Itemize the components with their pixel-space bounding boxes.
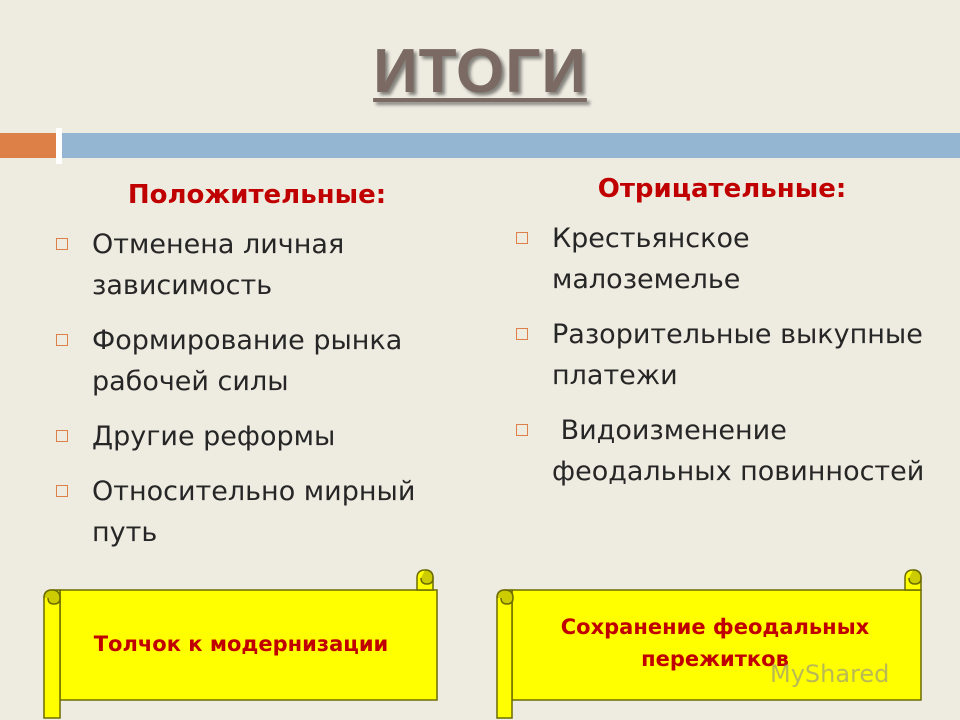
list-item-text: Разорительные выкупные платежи	[552, 319, 923, 391]
left-banner-text: Толчок к модернизации	[93, 632, 389, 656]
positive-heading: Положительные:	[127, 180, 387, 210]
slide-title: ИТОГИ	[373, 37, 587, 106]
list-item-text: Относительно мирный путь	[92, 476, 416, 548]
list-item-text: Крестьянское малоземелье	[552, 223, 750, 295]
list-item-text: Формирование рынка рабочей силы	[92, 325, 403, 397]
list-item-text: Видоизменение феодальных повинностей	[552, 415, 925, 487]
list-item-text: Другие реформы	[92, 421, 336, 452]
negative-heading: Отрицательные:	[597, 174, 847, 204]
right-banner-text: Сохранение феодальных пережитков	[560, 615, 870, 671]
list-item-text: Отменена личная зависимость	[92, 229, 345, 301]
watermark-text: MyShared	[770, 660, 890, 688]
